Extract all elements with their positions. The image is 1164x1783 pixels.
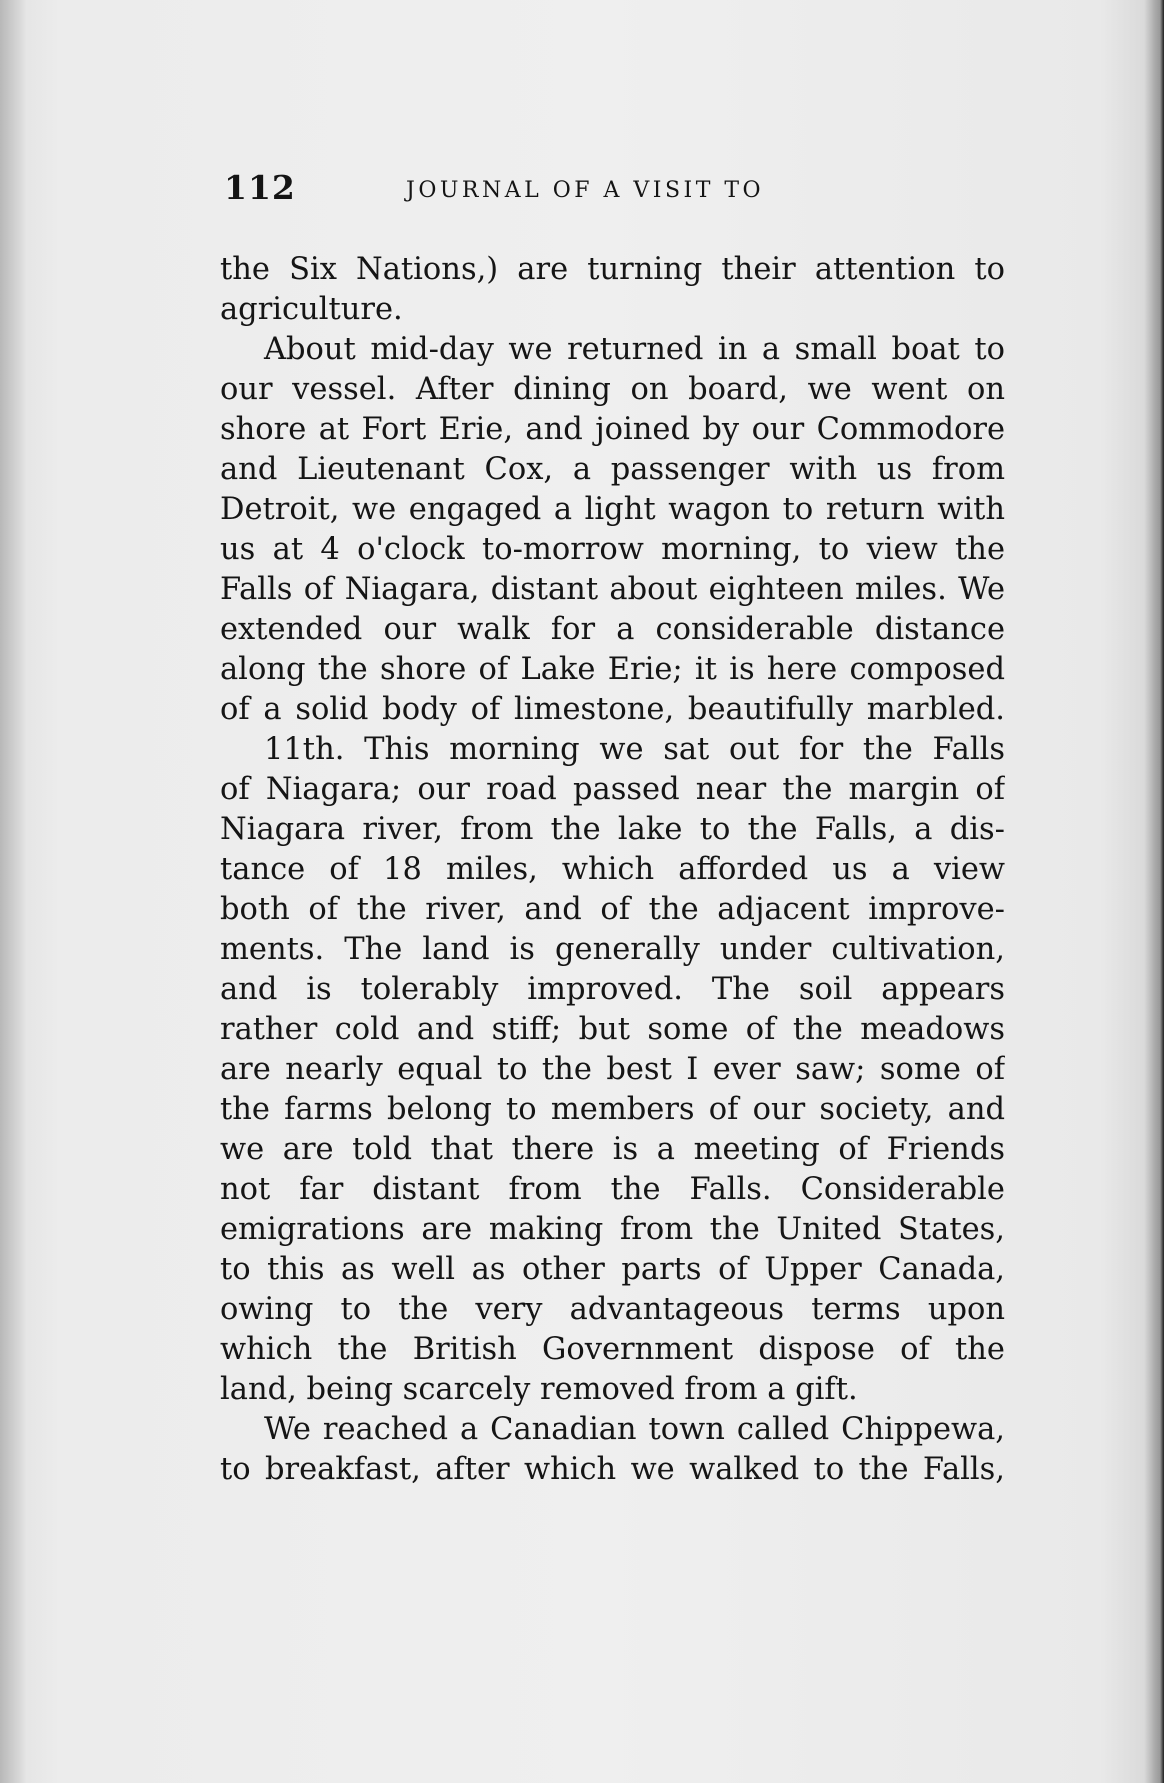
text-line: shore at Fort Erie, and joined by our Commodore (220, 412, 1005, 447)
text-line: About mid-day we returned in a small boat to (264, 332, 1005, 367)
text-line: we are told that there is a meeting of Friends (220, 1132, 1005, 1167)
text-line: our vessel. After dining on board, we went on (220, 372, 1005, 407)
text-line: along the shore of Lake Erie; it is here composed (220, 652, 1005, 687)
running-title: JOURNAL OF A VISIT TO (406, 178, 765, 203)
text-line: tance of 18 miles, which afforded us a view (220, 852, 1005, 887)
text-line: emigrations are making from the United States, (220, 1212, 1005, 1247)
text-line: both of the river, and of the adjacent improve- (220, 892, 1005, 927)
text-line: Falls of Niagara, distant about eighteen miles. We (220, 572, 1005, 607)
text-line: rather cold and stiff; but some of the meadows (220, 1012, 1005, 1047)
page-edge-shadow (1144, 0, 1164, 1783)
text-line: land, being scarcely removed from a gift. (220, 1372, 858, 1407)
text-line: us at 4 o'clock to-morrow morning, to view the (220, 532, 1005, 567)
text-line: the farms belong to members of our society, and (220, 1092, 1005, 1127)
text-line: of a solid body of limestone, beautifully marbled. (220, 692, 1005, 727)
text-line: of Niagara; our road passed near the margin of (220, 772, 1005, 807)
text-line: to this as well as other parts of Upper Canada, (220, 1252, 1005, 1287)
binding-edge (0, 0, 26, 1783)
text-line: which the British Government dispose of the (220, 1332, 1005, 1367)
text-line: and is tolerably improved. The soil appears (220, 972, 1005, 1007)
text-line: extended our walk for a considerable distance (220, 612, 1005, 647)
page-number: 112 (224, 168, 296, 207)
text-line: Niagara river, from the lake to the Falls, a dis- (220, 812, 1005, 847)
text-line: not far distant from the Falls. Considerable (220, 1172, 1005, 1207)
text-line: agriculture. (220, 292, 403, 327)
text-line: 11th. This morning we sat out for the Falls (264, 732, 1005, 767)
text-line: and Lieutenant Cox, a passenger with us from (220, 452, 1005, 487)
body-text (220, 250, 1005, 1490)
text-line: We reached a Canadian town called Chippewa, (264, 1412, 1005, 1447)
text-line: are nearly equal to the best I ever saw; some of (220, 1052, 1005, 1087)
text-line: the Six Nations,) are turning their attention to (220, 252, 1005, 287)
text-line: owing to the very advantageous terms upon (220, 1292, 1005, 1327)
text-line: ments. The land is generally under cultivation, (220, 932, 1005, 967)
text-line: to breakfast, after which we walked to the Falls, (220, 1452, 1005, 1487)
running-head (224, 168, 1004, 212)
text-line: Detroit, we engaged a light wagon to return with (220, 492, 1005, 527)
